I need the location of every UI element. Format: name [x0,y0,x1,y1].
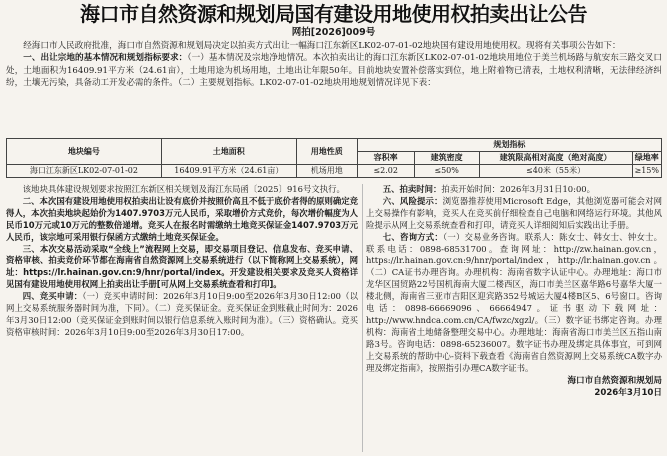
right-column [366,184,662,399]
cell-area: 16409.91平方米（24.61亩） [161,165,296,178]
section-7-heading: 七、咨询方式： [382,231,443,242]
cell-density: ≤50% [414,165,479,178]
document-number: 网拍[2026]009号 [291,27,376,38]
header-far: 容积率 [357,152,414,165]
section-3-paragraph: 三、本次交易活动采取“全线上”流程网上交易，即交易项目登记、信息发布、竞买申请、资格审核、拍卖竞价环节都在海南省自然资源网上交易系统进行（以下简称网上交易系统），网址：https://lr.hainan.gov.cn:9/hnr/portal/index。开发建设相关要求及竞买人资格详见国有建设用地使用权网上拍卖出让手册[可从网上交易系统查看和打印]。 [6,243,358,290]
section-5-text: 拍卖开始时间：2026年3月31日10:00。 [441,184,595,194]
planning-note: 该地块具体建设规划要求按照江东新区相关规划及海江东局函〔2025〕916号文执行。 [22,184,345,194]
header-density: 建筑密度 [414,152,479,165]
cell-parcel: 海口江东新区LK02-07-01-02 [7,165,162,178]
section-4-text: （一）竞买申请时间：2026年3月10日9:00至2026年3月30日12:00（以网上交易系统服务器时间为准，下同）。（二）竞买保证金。竞买保证金到账截止时间为：2026年3月30日12:00（竞买保证金到账时间以银行信息系统入账时间为准）。（三）资格确认。竞买资格审核时间：2026年3月10日9:00至2026年3月30日17:00。 [6,291,358,337]
intro-paragraph: 经海口市人民政府批准，海口市自然资源和规划局决定以拍卖方式出让一幅海口江东新区LK02-07-01-02地块国有建设用地使用权。现将有关事项公告如下： [23,41,621,51]
section-4-paragraph [6,291,358,339]
column-divider [362,184,363,452]
section-5-heading: 五、拍卖时间： [382,184,442,194]
section-2-paragraph: 二、本次国有建设用地使用权拍卖出让设有底价并按照价高且不低于底价者得的原则确定竞得人，本次拍卖地块起始价为1407.9703万元人民币，采取增价方式竞价，每次增价幅度为人民币10万元或10万元的整数倍递增。竞买人在报名时需缴纳土地竞买保证金1407.9703万元人民币，该宗地可采用银行保函方式缴纳土地竞买保证金。 [6,195,358,242]
cell-height: ≤40米（55米） [479,165,632,178]
intro-section [6,40,662,90]
planning-table [6,138,662,178]
cell-green: ≥15% [632,165,661,178]
section-1-heading: 一、出让宗地的基本情况和规划指标要求： [23,53,188,64]
header-height: 建筑限高相对高度（绝对高度） [479,152,632,165]
cell-far: ≤2.02 [357,165,414,178]
section-6-text: 浏览器推荐使用Microsoft Edge，其他浏览器可能会对网上交易操作有影响，竞买人在竞买前仔细检查自己电脑和网络运行环境。其他风险提示从网上交易系统查看和打印，请竞买人详细阅知后实践出让手册。 [366,195,663,230]
cell-use: 机场用地 [296,165,357,178]
signature-date: 2026年3月10日 [594,387,662,398]
section-4-heading: 四、竞买申请： [22,291,83,302]
section-7-text: （一）交易业务咨询。联系人：陈女士、韩女士、钟女士。联系电话：0898-68531700。查询网址：http://zw.hainan.gov.cn，https://lr.hainan.gov.cn:9/hnr/portal/index，http://lr.hainan.gov.cn。（二）CA证书办理咨询。办理机构：海南省数字认证中心。办理地址：海口市龙华区国贸路22号国机海南大厦二楼西区，海口市美兰区嘉华路6号嘉华大厦一楼北侧，海南省三亚市吉阳区迎宾路352号城运大厦4楼B区5、6号窗口。咨询电话：0898-66669096、66664947。证书驱动下载网址：http://www.hndca.com.cn/CA/fwzc/xgzl/。（三）数字证书绑定咨询。办理机构：海南省土地储备整理交易中心。办理地址：海南省海口市美兰区五指山南路3号。咨询电话：0898-65236007。数字证书办理及绑定具体事宜，可到网上交易系统的帮助中心-资料下载查看《海南省自然资源网上交易系统CA数字办理及绑定指南》，按照指引办理CA数字证书。 [366,231,663,373]
signature-org: 海口市自然资源和规划局 [567,375,662,386]
header-area: 土地面积 [161,139,296,165]
section-7-paragraph [366,232,662,375]
notice-title: 海口市自然资源和规划局国有建设用地使用权拍卖出让公告 [80,2,587,26]
header-use: 用地性质 [296,139,357,165]
section-1-text: （一）基本情况及宗地净地情况。本次拍卖出让的海口江东新区LK02-07-01-02地块用地位于美兰机场路与航安东三路交叉口处，土地面积为16409.91平方米（24.61亩），土地用途为机场用地，土地出让年限50年。目前地块安置补偿落实到位，地上附着物已清表，土地权利清晰，无法律经济纠纷，土壤无污染，具备动工开发必需的条件。（二）主要规划指标。LK02-07-01-02地块用地规划情况详见下表： [6,53,662,89]
table-row [7,165,662,178]
header-green: 绿地率 [632,152,661,165]
section-6-heading: 六、风险提示： [382,195,443,206]
header-parcel: 地块编号 [7,139,162,165]
section-1-paragraph [6,52,662,89]
section-5-paragraph [366,184,662,196]
left-column [6,184,358,339]
section-6-paragraph [366,196,662,232]
header-indicators: 规划指标 [357,139,661,152]
